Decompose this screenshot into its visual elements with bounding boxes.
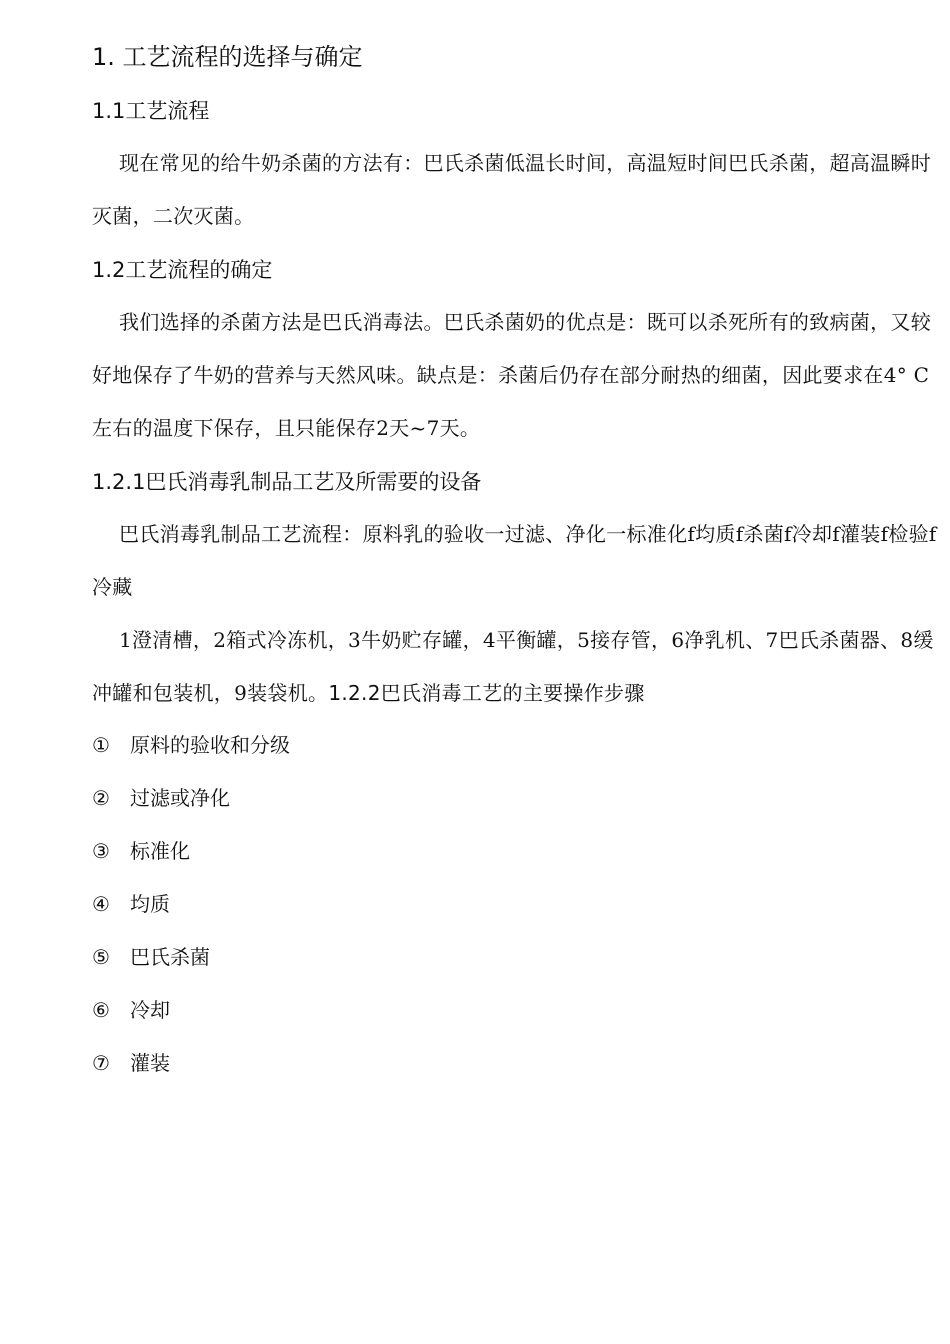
list-item	[92, 1037, 290, 1090]
step-label: 巴氏杀菌	[130, 945, 210, 969]
list-item	[92, 825, 290, 878]
step-label: 均质	[130, 892, 170, 916]
section-text-1-1: 现在常见的给牛奶杀菌的方法有：巴氏杀菌低温长时间，高温短时间巴氏杀菌，超高温瞬时灭菌，二次灭菌。	[92, 151, 931, 228]
step-number: ③	[92, 839, 110, 863]
step-label: 冷却	[130, 998, 170, 1022]
section-heading-1-2-1: 1.2.1巴氏消毒乳制品工艺及所需要的设备	[92, 470, 482, 494]
step-number: ②	[92, 786, 110, 810]
list-item	[92, 931, 290, 984]
step-number: ④	[92, 892, 110, 916]
step-label: 标准化	[130, 839, 190, 863]
process-flow-text: 巴氏消毒乳制品工艺流程：原料乳的验收一过滤、净化一标准化f均质f杀菌f冷却f灌装f检验f冷藏	[92, 522, 937, 599]
document-title: 1. 工艺流程的选择与确定	[92, 43, 363, 71]
list-item	[92, 719, 290, 772]
equipment-list-text: 1澄清槽，2箱式冷冻机，3牛奶贮存罐，4平衡罐，5接存管，6净乳机、7巴氏杀菌器、8缓冲罐和包装机，9装袋机。	[92, 628, 934, 705]
step-number: ①	[92, 733, 110, 757]
step-number: ⑥	[92, 998, 110, 1022]
section-heading-1-2: 1.2工艺流程的确定	[92, 258, 273, 282]
operation-steps-list	[92, 719, 290, 1090]
list-item	[92, 984, 290, 1037]
step-label: 原料的验收和分级	[130, 733, 290, 757]
step-label: 灌装	[130, 1051, 170, 1075]
step-number: ⑦	[92, 1051, 110, 1075]
list-item	[92, 878, 290, 931]
section-text-1-2: 我们选择的杀菌方法是巴氏消毒法。巴氏杀菌奶的优点是：既可以杀死所有的致病菌，又较好地保存了牛奶的营养与天然风味。缺点是：杀菌后仍存在部分耐热的细菌，因此要求在4° C左右的温度下保存，且只能保存2天~7天。	[92, 310, 931, 440]
list-item	[92, 772, 290, 825]
equipment-paragraph	[92, 614, 947, 720]
section-heading-1-1: 1.1工艺流程	[92, 99, 210, 123]
section-heading-1-2-2: 1.2.2巴氏消毒工艺的主要操作步骤	[328, 681, 645, 705]
step-number: ⑤	[92, 945, 110, 969]
step-label: 过滤或净化	[130, 786, 230, 810]
